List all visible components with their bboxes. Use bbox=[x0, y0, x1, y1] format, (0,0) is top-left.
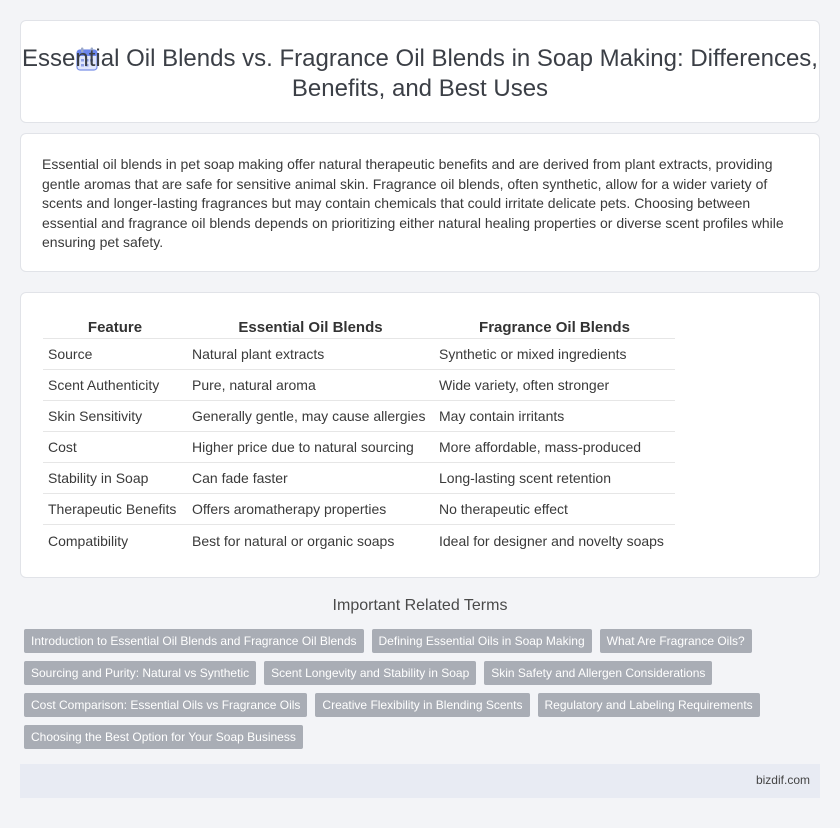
related-term-tag[interactable]: Skin Safety and Allergen Considerations bbox=[484, 661, 712, 685]
table-row bbox=[43, 339, 675, 370]
table-cell: Scent Authenticity bbox=[43, 370, 187, 401]
table-cell: More affordable, mass-produced bbox=[434, 432, 675, 463]
table-row bbox=[43, 401, 675, 432]
tag-row bbox=[24, 693, 824, 717]
page-title: Essential Oil Blends vs. Fragrance Oil Blends in Soap Making: Differences, Benefits, and Best Uses bbox=[22, 45, 818, 102]
table-cell: Offers aromatherapy properties bbox=[187, 494, 434, 525]
table-header-row bbox=[43, 317, 675, 339]
table-cell: Natural plant extracts bbox=[187, 339, 434, 370]
table-row bbox=[43, 494, 675, 525]
table-row bbox=[43, 370, 675, 401]
table-cell: Skin Sensitivity bbox=[43, 401, 187, 432]
tag-row bbox=[24, 629, 824, 653]
footer-site-link[interactable]: bizdif.com bbox=[755, 773, 810, 787]
comparison-table-card bbox=[20, 292, 820, 578]
table-cell: Higher price due to natural sourcing bbox=[187, 432, 434, 463]
table-cell: May contain irritants bbox=[434, 401, 675, 432]
footer bbox=[20, 764, 820, 798]
table-row bbox=[43, 525, 675, 556]
header-essential-oil: Essential Oil Blends bbox=[187, 317, 434, 339]
related-term-tag[interactable]: Cost Comparison: Essential Oils vs Fragrance Oils bbox=[24, 693, 307, 717]
summary-card bbox=[20, 133, 820, 272]
related-term-tag[interactable]: Sourcing and Purity: Natural vs Synthetic bbox=[24, 661, 256, 685]
summary-text: Essential oil blends in pet soap making offer natural therapeutic benefits and are derived from plant extracts, providing gentle aromas that are safe for sensitive animal skin. Fragrance oil blends, often synthetic, allow for a wider variety of scents and longer-lasting fragrances but may contain chemicals that could irritate delicate pets. Choosing between essential and fragrance oil blends depends on prioritizing either natural healing properties or diverse scent profiles while ensuring pet safety. bbox=[42, 156, 784, 251]
related-term-tag[interactable]: Regulatory and Labeling Requirements bbox=[538, 693, 760, 717]
tag-row bbox=[24, 725, 824, 749]
table-cell: Source bbox=[43, 339, 187, 370]
table-cell: Pure, natural aroma bbox=[187, 370, 434, 401]
table-cell: Best for natural or organic soaps bbox=[192, 532, 395, 549]
header-feature: Feature bbox=[43, 317, 187, 339]
comparison-table bbox=[43, 317, 675, 556]
related-term-tag[interactable]: Introduction to Essential Oil Blends and Fragrance Oil Blends bbox=[24, 629, 364, 653]
related-terms-tags bbox=[24, 629, 824, 757]
table-cell: Ideal for designer and novelty soaps bbox=[439, 532, 664, 549]
table-cell: Cost bbox=[43, 432, 187, 463]
table-cell: Can fade faster bbox=[187, 463, 434, 494]
related-term-tag[interactable]: Creative Flexibility in Blending Scents bbox=[315, 693, 529, 717]
related-term-tag[interactable]: Scent Longevity and Stability in Soap bbox=[264, 661, 476, 685]
table-row bbox=[43, 432, 675, 463]
table-cell: Synthetic or mixed ingredients bbox=[434, 339, 675, 370]
related-term-tag[interactable]: Defining Essential Oils in Soap Making bbox=[372, 629, 592, 653]
table-cell: Therapeutic Benefits bbox=[43, 494, 187, 525]
table-cell: Long-lasting scent retention bbox=[434, 463, 675, 494]
table-cell: Stability in Soap bbox=[43, 463, 187, 494]
tag-row bbox=[24, 661, 824, 685]
related-term-tag[interactable]: Choosing the Best Option for Your Soap Business bbox=[24, 725, 303, 749]
related-terms-title: Important Related Terms bbox=[332, 597, 508, 614]
table-cell: Generally gentle, may cause allergies bbox=[187, 401, 434, 432]
table-cell: No therapeutic effect bbox=[434, 494, 675, 525]
table-cell: Wide variety, often stronger bbox=[434, 370, 675, 401]
table-row bbox=[43, 463, 675, 494]
header-card bbox=[20, 20, 820, 123]
related-term-tag[interactable]: What Are Fragrance Oils? bbox=[600, 629, 752, 653]
table-cell: Compatibility bbox=[48, 532, 129, 549]
header-fragrance-oil: Fragrance Oil Blends bbox=[434, 317, 675, 339]
